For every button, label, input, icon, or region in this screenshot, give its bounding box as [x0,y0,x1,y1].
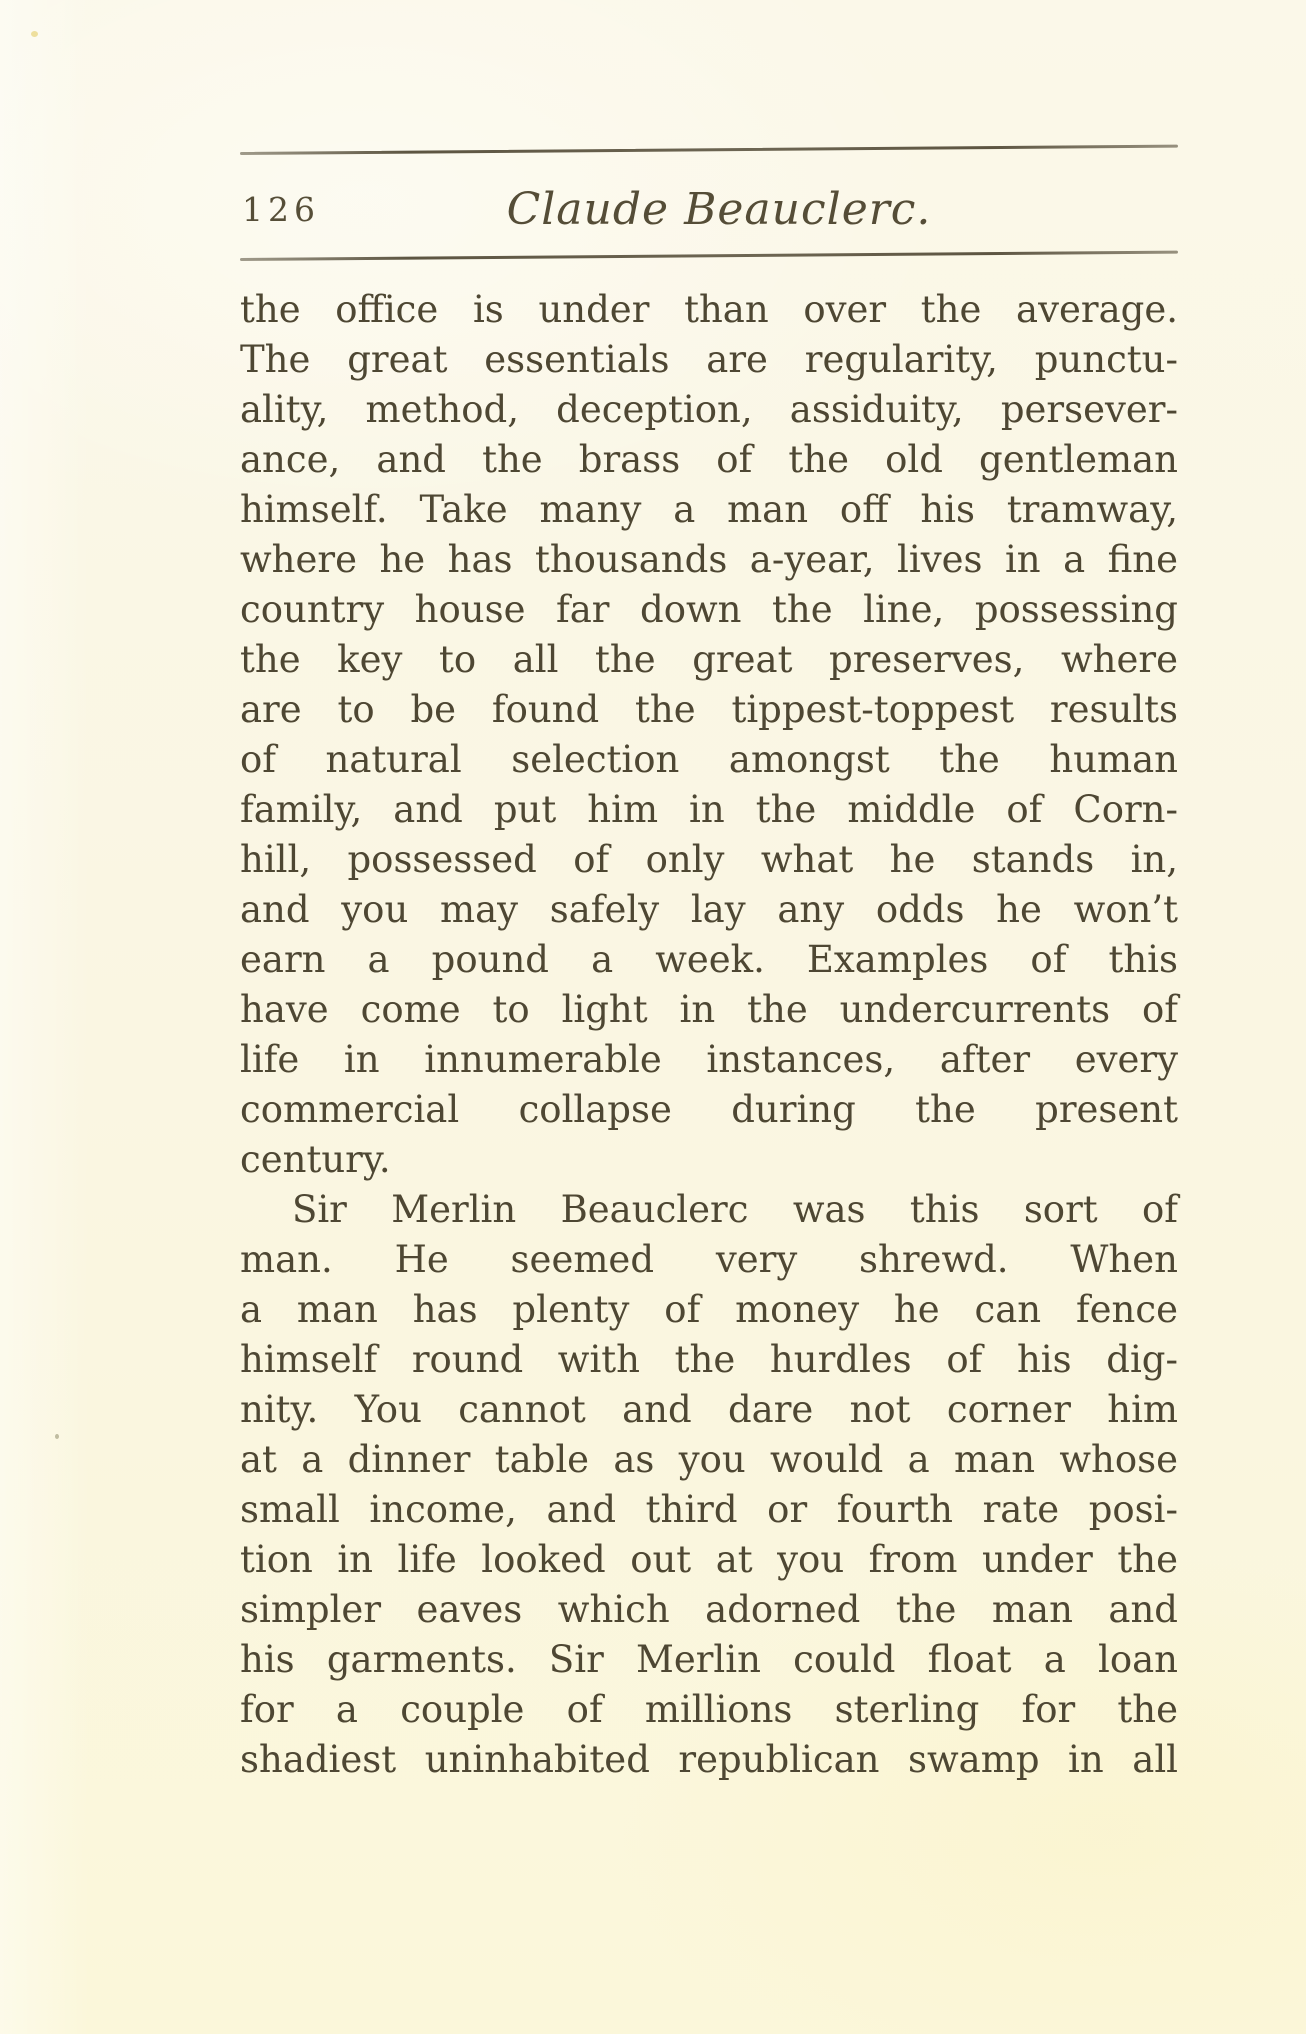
header-rule-bottom [240,251,1178,261]
text-line: tion in life looked out at you from under the [240,1538,1178,1581]
text-line: at a dinner table as you would a man whose [240,1438,1178,1481]
text-line: ality, method, deception, assiduity, persever- [240,388,1178,431]
text-line: man. He seemed very shrewd. When [240,1238,1178,1281]
text-line: where he has thousands a-year, lives in a fine [240,538,1178,581]
running-title: Claude Beauclerc. [506,184,932,235]
scan-speck [55,1434,59,1439]
text-line: life in innumerable instances, after every [240,1038,1178,1081]
header-rule-top [240,145,1178,155]
page-header [240,181,1178,239]
text-line: are to be found the tippest-toppest results [240,688,1178,731]
text-line: for a couple of millions sterling for the [240,1688,1178,1731]
text-line-paragraph-start: Sir Merlin Beauclerc was this sort of [292,1188,1178,1231]
text-line: small income, and third or fourth rate posi- [240,1488,1178,1531]
text-line: his garments. Sir Merlin could float a loan [240,1638,1178,1681]
text-line: hill, possessed of only what he stands in, [240,838,1178,881]
text-line: the key to all the great preserves, where [240,638,1178,681]
text-line-paragraph-end: century. [240,1138,391,1181]
text-line: and you may safely lay any odds he won’t [240,888,1178,931]
text-line: nity. You cannot and dare not corner him [240,1388,1178,1431]
text-line: shadiest uninhabited republican swamp in all [240,1738,1178,1781]
text-line: earn a pound a week. Examples of this [240,938,1178,981]
scan-speck [31,31,38,37]
text-line: commercial collapse during the present [240,1088,1178,1131]
text-line: simpler eaves which adorned the man and [240,1588,1178,1631]
text-line: a man has plenty of money he can fence [240,1288,1178,1331]
text-line: himself. Take many a man off his tramway, [240,488,1178,531]
text-line: family, and put him in the middle of Corn- [240,788,1178,831]
page-body [240,285,1178,1785]
text-line: have come to light in the undercurrents of [240,988,1178,1031]
page-number: 126 [242,190,320,229]
text-line: country house far down the line, possessing [240,588,1178,631]
text-line: of natural selection amongst the human [240,738,1178,781]
text-line: the office is under than over the average. [240,288,1178,331]
text-line: ance, and the brass of the old gentleman [240,438,1178,481]
text-line: himself round with the hurdles of his dig- [240,1338,1178,1381]
text-line: The great essentials are regularity, punctu- [240,338,1178,381]
